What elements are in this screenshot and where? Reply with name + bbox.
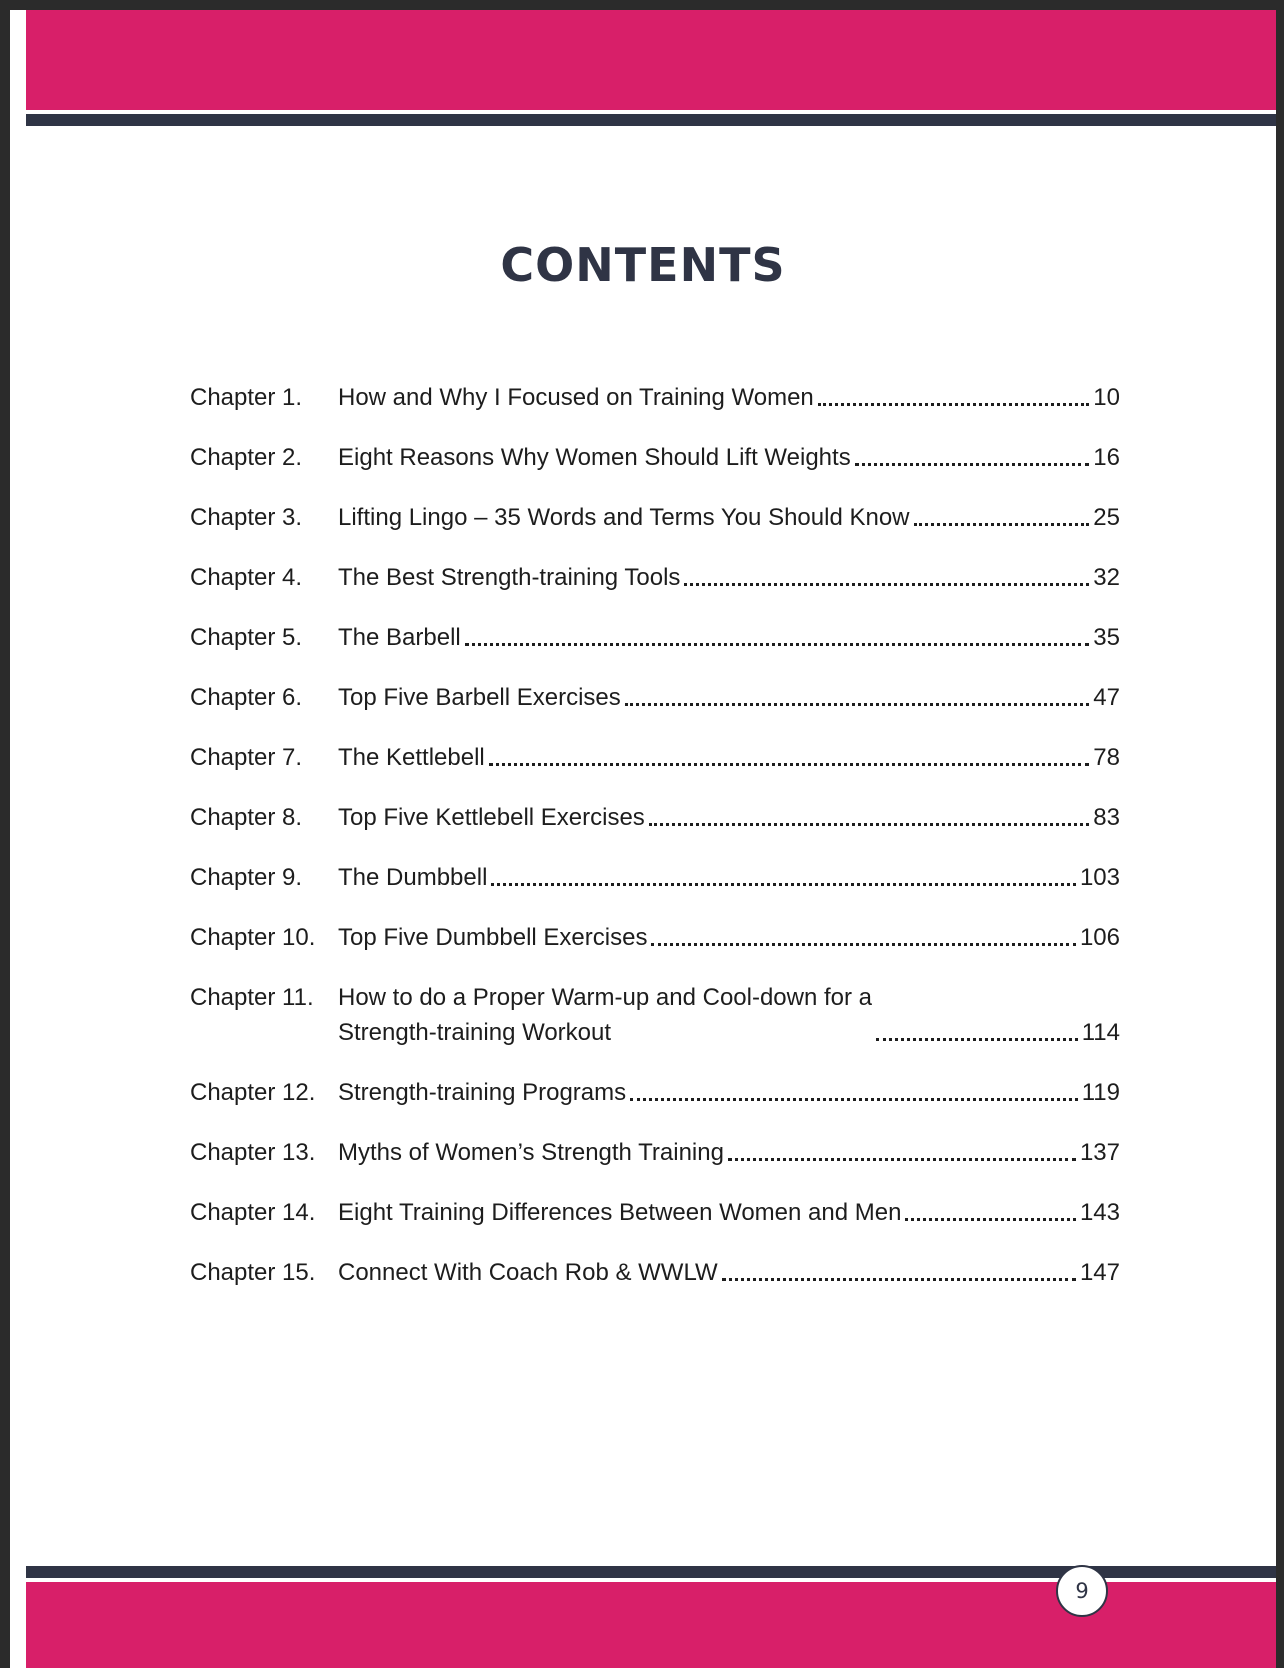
chapter-title: Top Five Kettlebell Exercises bbox=[338, 804, 645, 831]
chapter-number: Chapter 2. bbox=[190, 444, 303, 471]
chapter-number: Chapter 3. bbox=[190, 504, 303, 531]
chapter-number: Chapter 7. bbox=[190, 744, 303, 771]
chapter-title: The Kettlebell bbox=[338, 744, 485, 771]
chapter-number: Chapter 6. bbox=[190, 684, 303, 711]
chapter-page-number: 114 bbox=[1081, 1019, 1120, 1046]
header-rule bbox=[26, 114, 1276, 126]
dot-leader bbox=[728, 1158, 1076, 1161]
toc-entry[interactable] bbox=[190, 860, 1120, 895]
toc-entry[interactable] bbox=[190, 620, 1120, 655]
chapter-number: Chapter 8. bbox=[190, 804, 303, 831]
chapter-number: Chapter 10. bbox=[190, 924, 316, 951]
chapter-title-line-2: Strength-training Workout bbox=[338, 1019, 612, 1046]
chapter-page-number: 147 bbox=[1079, 1259, 1120, 1286]
page-title: CONTENTS bbox=[500, 238, 786, 292]
toc-entry[interactable] bbox=[190, 1195, 1120, 1230]
chapter-title: Myths of Women’s Strength Training bbox=[338, 1139, 724, 1166]
chapter-title: Lifting Lingo – 35 Words and Terms You Should Know bbox=[338, 504, 910, 531]
toc-entry[interactable] bbox=[190, 980, 1120, 1050]
toc-entry[interactable] bbox=[190, 1255, 1120, 1290]
dot-leader bbox=[465, 643, 1090, 646]
chapter-title: The Dumbbell bbox=[338, 864, 488, 891]
chapter-title: Top Five Dumbbell Exercises bbox=[338, 924, 648, 951]
dot-leader bbox=[914, 523, 1090, 526]
page-number-badge: 9 bbox=[1056, 1565, 1108, 1617]
toc-entry[interactable] bbox=[190, 560, 1120, 595]
chapter-number: Chapter 11. bbox=[190, 984, 314, 1011]
toc-entry[interactable] bbox=[190, 800, 1120, 835]
chapter-number: Chapter 1. bbox=[190, 384, 303, 411]
table-of-contents bbox=[190, 380, 1120, 1315]
dot-leader bbox=[491, 883, 1076, 886]
dot-leader bbox=[489, 763, 1090, 766]
dot-leader bbox=[818, 403, 1090, 406]
toc-entry[interactable] bbox=[190, 1135, 1120, 1170]
chapter-title: Strength-training Programs bbox=[338, 1079, 627, 1106]
chapter-page-number: 32 bbox=[1093, 564, 1120, 591]
toc-entry[interactable] bbox=[190, 680, 1120, 715]
dot-leader bbox=[855, 463, 1090, 466]
chapter-title: How and Why I Focused on Training Women bbox=[338, 384, 814, 411]
dot-leader bbox=[630, 1098, 1078, 1101]
dot-leader bbox=[625, 703, 1090, 706]
chapter-number: Chapter 5. bbox=[190, 624, 303, 651]
dot-leader bbox=[651, 943, 1076, 946]
chapter-page-number: 106 bbox=[1079, 924, 1120, 951]
toc-entry[interactable] bbox=[190, 380, 1120, 415]
dot-leader bbox=[905, 1218, 1076, 1221]
chapter-title: Top Five Barbell Exercises bbox=[338, 684, 621, 711]
chapter-number: Chapter 13. bbox=[190, 1139, 316, 1166]
chapter-title bbox=[338, 980, 872, 1050]
chapter-title: The Best Strength-training Tools bbox=[338, 564, 681, 591]
chapter-number: Chapter 15. bbox=[190, 1259, 316, 1286]
chapter-page-number: 16 bbox=[1093, 444, 1120, 471]
header-color-band bbox=[26, 10, 1276, 110]
toc-entry[interactable] bbox=[190, 1075, 1120, 1110]
chapter-page-number: 10 bbox=[1093, 384, 1120, 411]
chapter-title: The Barbell bbox=[338, 624, 461, 651]
chapter-number: Chapter 12. bbox=[190, 1079, 316, 1106]
dot-leader bbox=[876, 1038, 1078, 1041]
toc-entry[interactable] bbox=[190, 500, 1120, 535]
document-page bbox=[10, 10, 1276, 1668]
dot-leader bbox=[684, 583, 1089, 586]
chapter-title-line-1: How to do a Proper Warm-up and Cool-down for a bbox=[338, 984, 873, 1011]
toc-entry[interactable] bbox=[190, 920, 1120, 955]
chapter-page-number: 25 bbox=[1093, 504, 1120, 531]
chapter-title: Connect With Coach Rob & WWLW bbox=[338, 1259, 718, 1286]
chapter-title: Eight Training Differences Between Women and Men bbox=[338, 1199, 902, 1226]
toc-entry[interactable] bbox=[190, 440, 1120, 475]
chapter-page-number: 137 bbox=[1079, 1139, 1120, 1166]
chapter-page-number: 78 bbox=[1093, 744, 1120, 771]
chapter-page-number: 119 bbox=[1081, 1079, 1120, 1106]
chapter-title: Eight Reasons Why Women Should Lift Weights bbox=[338, 444, 851, 471]
chapter-number: Chapter 14. bbox=[190, 1199, 316, 1226]
chapter-number: Chapter 4. bbox=[190, 564, 303, 591]
dot-leader bbox=[649, 823, 1090, 826]
chapter-page-number: 83 bbox=[1093, 804, 1120, 831]
chapter-page-number: 47 bbox=[1093, 684, 1120, 711]
chapter-page-number: 103 bbox=[1079, 864, 1120, 891]
dot-leader bbox=[722, 1278, 1076, 1281]
chapter-page-number: 35 bbox=[1093, 624, 1120, 651]
chapter-page-number: 143 bbox=[1079, 1199, 1120, 1226]
toc-entry[interactable] bbox=[190, 740, 1120, 775]
chapter-number: Chapter 9. bbox=[190, 864, 303, 891]
